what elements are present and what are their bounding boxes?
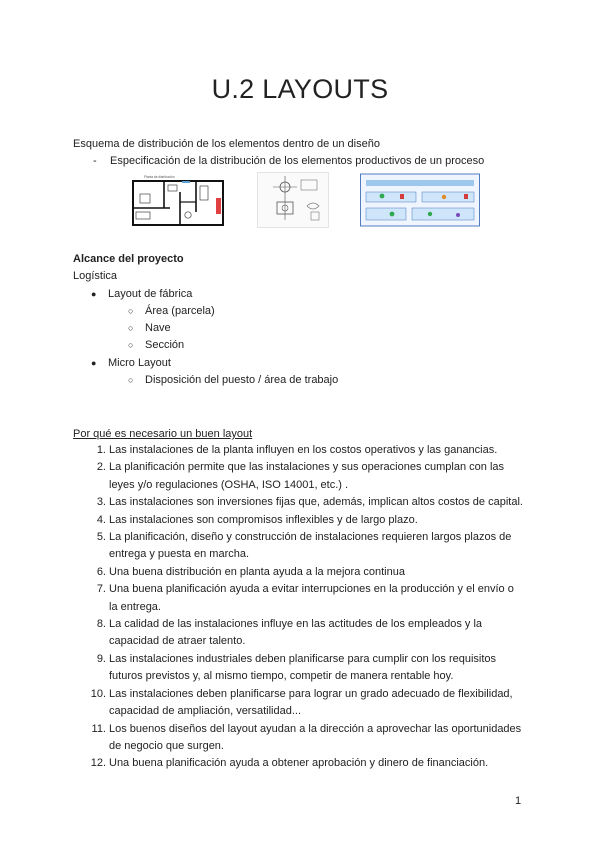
list-item: 5. La planificación, diseño y construcción de instalaciones requieren largos plazos de entrega y puesta en marcha. [96, 531, 512, 561]
scope-heading: Alcance del proyecto [73, 253, 184, 265]
page-number: 1 [515, 795, 522, 807]
list-item: 10. Las instalaciones deben planificarse para lograr un grado adecuado de flexibilidad, capacidad de ampliación, versatilidad... [90, 687, 513, 718]
list-subitem-label: Área (parcela) [145, 305, 215, 317]
list-subitem-label: Nave [145, 322, 171, 334]
list-item: 4. Las instalaciones son compromisos inflexibles y de largo plazo. [96, 513, 418, 526]
machine-sketch-figure [257, 172, 329, 228]
list-item [91, 357, 171, 369]
intro-line: Esquema de distribución de los elementos dentro de un diseño [73, 138, 380, 150]
floor-plan-figure [130, 172, 226, 228]
list-item-label: Micro Layout [108, 357, 171, 369]
list-subitem [128, 374, 338, 386]
list-item: 6. Una buena distribución en planta ayuda a la mejora continua [96, 565, 405, 578]
sub-bullet: ○ [128, 306, 134, 316]
list-subitem-label: Disposición del puesto / área de trabajo [145, 374, 339, 386]
list-item: 1. Las instalaciones de la planta influyen en los costos operativos y las ganancias. [96, 444, 498, 456]
sub-bullet: ○ [128, 375, 134, 385]
sub-bullet: ○ [128, 323, 134, 333]
list-item: 7. Una buena planificación ayuda a evitar interrupciones en la producción y el envío o la entrega. [96, 583, 514, 613]
list-subitem [128, 322, 171, 334]
list-item: 12. Una buena planificación ayuda a obtener aprobación y dinero de financiación. [90, 757, 489, 770]
dash-bullet: - [93, 155, 97, 167]
bullet: ● [91, 358, 97, 368]
list-item: 11. Los buenos diseños del layout ayudan a la dirección a aprovechar las oportunidades de negocio que surgen. [91, 722, 522, 752]
sub-bullet: ○ [128, 340, 134, 350]
intro-sub-item [93, 153, 484, 170]
list-item: 3. Las instalaciones son inversiones fijas que, además, implican altos costos de capital. [96, 496, 523, 509]
list-item: 8. La calidad de las instalaciones influye en las actitudes de los empleados y la capacidad de atraer talento. [96, 618, 483, 648]
bullet: ● [91, 289, 97, 299]
intro-sub-text: Especificación de la distribución de los elementos productivos de un proceso [110, 155, 485, 167]
reasons-list [73, 442, 533, 773]
figures-row [130, 172, 480, 230]
factory-layout-figure [360, 172, 480, 228]
list-subitem [128, 339, 184, 351]
floor-plan-caption: Planta de distribución [144, 175, 175, 179]
list-subitem [128, 305, 215, 317]
list-item: 2. La planificación permite que las instalaciones y sus operaciones cumplan con las leyes y/o regulaciones (OSHA, ISO 14001, etc.) . [96, 461, 505, 491]
why-heading: Por qué es necesario un buen layout [73, 428, 253, 440]
list-item [91, 288, 192, 300]
list-item-label: Layout de fábrica [108, 288, 193, 300]
logistics-label: Logística [73, 270, 118, 282]
list-subitem-label: Sección [145, 339, 185, 351]
page-title: U.2 LAYOUTS [211, 74, 389, 104]
list-item: 9. Las instalaciones industriales deben planificarse para cumplir con los requisitos futuros previstos y, al mismo tiempo, competir de manera rentable hoy. [96, 652, 497, 683]
